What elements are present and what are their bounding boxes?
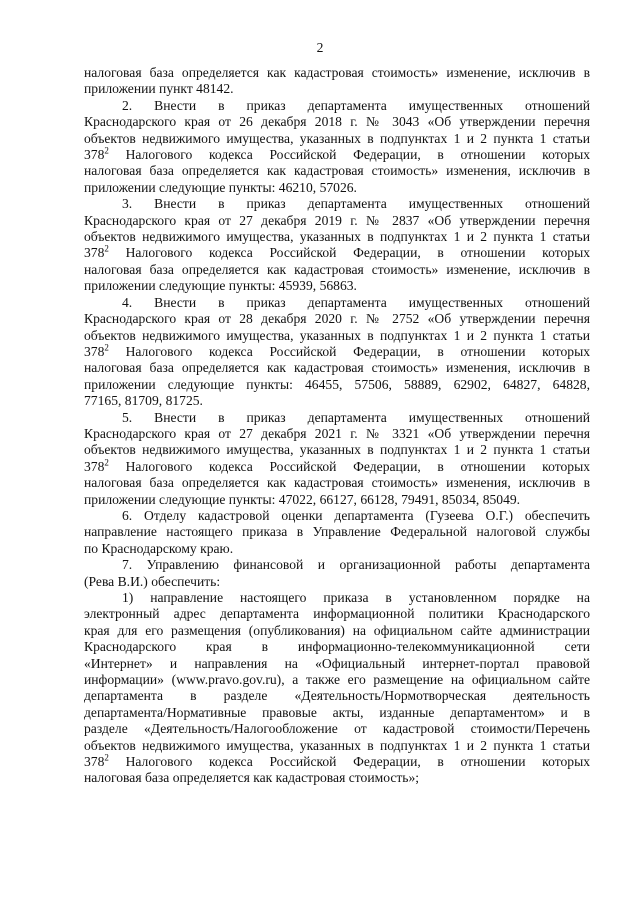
text-line: объектов недвижимого имущества, указанных в подпунктах 1 и 2 пункта 1 статьи — [84, 130, 590, 146]
text-line: (Рева В.И.) обеспечить: — [84, 573, 221, 589]
text-line: информации» (www.pravo.gov.ru), а также его размещение на официальном сайте — [84, 672, 590, 688]
text-line: $378^2$ Налогового кодекса Российской Федерации, в отношении которых — [84, 457, 590, 474]
superscript: 2 — [104, 243, 109, 254]
text-line: $378^2$ Налогового кодекса Российской Федерации, в отношении которых — [84, 342, 590, 359]
text-line: объектов недвижимого имущества, указанных в подпунктах 1 и 2 пункта 1 статьи — [84, 327, 590, 343]
text-line: $378^2$ Налогового кодекса Российской Федерации, в отношении которых — [84, 752, 590, 770]
text-line: 77165, 81709, 81725. — [84, 393, 203, 409]
text-line: 6. Отделу кадастровой оценки департамента (Гузеева О.Г.) обеспечить — [122, 507, 590, 523]
text-line: налоговая база определяется как кадастровая стоимость» изменения, исключив в — [84, 163, 590, 179]
text-line: департамента в разделе «Деятельность/Нормотворческая деятельность — [84, 688, 590, 704]
document-body — [84, 65, 590, 787]
text-line: объектов недвижимого имущества, указанных в подпунктах 1 и 2 пункта 1 статьи — [84, 229, 590, 245]
text-line: приложении следующие пункты: 46210, 57026. — [84, 179, 357, 195]
text-line: 7. Управлению финансовой и организационной работы департамента — [122, 557, 590, 573]
text-line: Краснодарского края в информационно-телекоммуникационной сети — [84, 639, 590, 655]
text-line: по Краснодарскому краю. — [84, 540, 234, 556]
text-line: приложении следующие пункты: 45939, 56863. — [84, 278, 357, 294]
text-line: Краснодарского края от 27 декабря 2019 г. № 2837 «Об утверждении перечня — [84, 212, 590, 228]
text-line: разделе «Деятельность/Налогообложение от кадастровой стоимости/Перечень — [84, 721, 590, 737]
text-line: налоговая база определяется как кадастровая стоимость»; — [84, 770, 420, 786]
text-line: объектов недвижимого имущества, указанных в подпунктах 1 и 2 пункта 1 статьи — [84, 442, 590, 458]
text-line: 3. Внести в приказ департамента имущественных отношений — [122, 196, 590, 212]
superscript: 2 — [104, 457, 109, 468]
text-line: объектов недвижимого имущества, указанных в подпунктах 1 и 2 пункта 1 статьи — [84, 737, 590, 753]
text-line: Краснодарского края от 28 декабря 2020 г. № 2752 «Об утверждении перечня — [84, 311, 590, 327]
page-number: 2 — [316, 40, 324, 55]
text-line: налоговая база определяется как кадастровая стоимость» изменение, исключив в — [84, 65, 590, 80]
text-line: департамента/Нормативные правовые акты, изданные департаментом» и в — [84, 704, 590, 720]
text-line: налоговая база определяется как кадастровая стоимость» изменение, исключив в — [84, 261, 590, 277]
text-line: края для его размещения (опубликования) на официальном сайте администрации — [84, 622, 590, 638]
superscript: 2 — [104, 145, 109, 156]
text-line: $378^2$ Налогового кодекса Российской Федерации, в отношении которых — [84, 243, 590, 261]
superscript: 2 — [104, 752, 109, 763]
text-line: налоговая база определяется как кадастровая стоимость» изменения, исключив в — [84, 360, 590, 376]
text-line: 5. Внести в приказ департамента имущественных отношений — [122, 409, 590, 425]
text-line: Краснодарского края от 26 декабря 2018 г. № 3043 «Об утверждении перечня — [84, 114, 590, 130]
text-line: электронный адрес департамента информационной политики Краснодарского — [84, 606, 590, 622]
text-line: $378^2$ Налогового кодекса Российской Федерации, в отношении которых — [84, 145, 590, 163]
text-line: приложении следующие пункты: 46455, 57506, 58889, 62902, 64827, 64828, — [84, 376, 590, 392]
text-line: «Интернет» и направления на «Официальный интернет-портал правовой — [84, 655, 590, 671]
text-line: приложении пункт 48142. — [84, 81, 234, 97]
superscript: 2 — [104, 342, 109, 353]
text-line: Краснодарского края от 27 декабря 2021 г. № 3321 «Об утверждении перечня — [84, 425, 590, 441]
text-line: направление настоящего приказа в Управление Федеральной налоговой службы — [84, 524, 590, 540]
text-line: налоговая база определяется как кадастровая стоимость» изменения, исключив в — [84, 475, 590, 491]
text-line: 1) направление настоящего приказа в установленном порядке на — [122, 590, 590, 605]
text-line: приложении следующие пункты: 47022, 66127, 66128, 79491, 85034, 85049. — [84, 491, 521, 507]
text-line: 2. Внести в приказ департамента имущественных отношений — [122, 97, 590, 113]
text-line: 4. Внести в приказ департамента имущественных отношений — [122, 294, 590, 310]
